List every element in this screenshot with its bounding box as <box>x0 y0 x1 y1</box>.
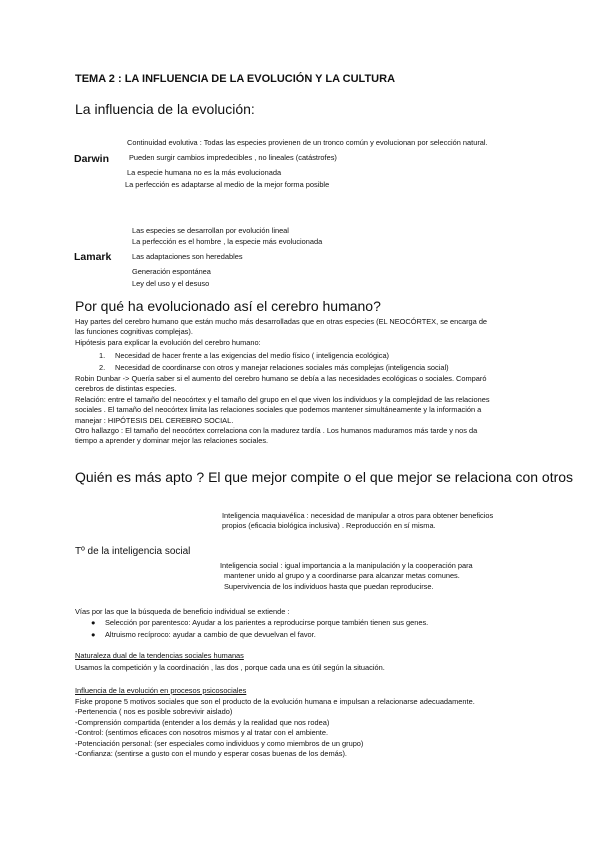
darwin-item: La perfección es adaptarse al medio de la mejor forma posible <box>125 180 330 189</box>
text-line: Inteligencia social : igual importancia a la manipulación y la cooperación para <box>220 561 473 570</box>
darwin-item: La especie humana no es la más evolucionada <box>127 168 282 177</box>
text-line: -Control: (sentirnos eficaces con nosotros mismos y al tratar con el ambiente. <box>75 728 329 738</box>
text-line: manejar : HIPÓTESIS DEL CEREBRO SOCIAL. <box>75 415 234 425</box>
darwin-label: Darwin <box>74 153 110 165</box>
text-line: -Pertenencia ( nos es posible sobrevivir aislado) <box>75 707 233 717</box>
text-line: -Comprensión compartida (entender a los demás y la realidad que nos rodea) <box>75 717 330 727</box>
section-heading-apto: Quién es más apto ? El que mejor compite o el que mejor se relaciona con otros <box>75 469 574 485</box>
text-line: mantener unido al grupo y a coordinarse para alcanzar metas comunes. <box>224 571 460 581</box>
paragraph-neocortex <box>75 317 487 348</box>
lamark-item: Las especies se desarrollan por evolución lineal <box>132 226 289 235</box>
text-line: Inteligencia maquiavélica : necesidad de manipular a otros para obtener beneficios <box>222 511 494 520</box>
list-item: 2. Necesidad de coordinarse con otros y manejar relaciones sociales más complejas (inteligencia social) <box>99 363 449 372</box>
paragraph-fiske <box>75 697 475 759</box>
paragraph-dunbar <box>75 374 490 447</box>
naturaleza-text: Usamos la competición y la coordinación , las dos , porque cada una es útil según la situación. <box>75 663 385 672</box>
lamark-item: Generación espontánea <box>132 267 211 276</box>
text-line: Otro hallazgo : El tamaño del neocórtex correlaciona con la madurez tardía . Los humanos maduramos más tarde y nos da <box>75 426 478 436</box>
text-line: Robin Dunbar -> Quería saber si el aumento del cerebro humano se debía a las necesidades ecológicas o sociales. Comparó <box>75 374 487 383</box>
section-heading-cerebro: Por qué ha evolucionado así el cerebro humano? <box>75 298 381 314</box>
list-item: ● Altruismo recíproco: ayudar a cambio de que devuelvan el favor. <box>91 630 316 639</box>
text-line: tiempo a aprender y dominar mejor las relaciones sociales. <box>75 436 269 446</box>
list-item: ● Selección por parentesco: Ayudar a los parientes a reproducirse porque también tienen sus genes. <box>91 618 429 627</box>
section-heading-evolucion: La influencia de la evolución: <box>75 101 255 117</box>
text-line: las funciones cognitivas complejas). <box>75 327 193 337</box>
text-line: Supervivencia de los individuos hasta que puedan reproducirse. <box>224 581 434 591</box>
page-title: TEMA 2 : LA INFLUENCIA DE LA EVOLUCIÓN Y LA CULTURA <box>75 73 396 85</box>
lamark-label: Lamark <box>74 251 112 263</box>
darwin-item: Pueden surgir cambios impredecibles , no lineales (catástrofes) <box>129 153 337 162</box>
text-line: Relación: entre el tamaño del neocórtex y el tamaño del grupo en el que viven los individuos y la complejidad de las relaciones <box>75 394 490 404</box>
vias-intro: Vías por las que la búsqueda de beneficio individual se extiende : <box>75 607 290 616</box>
teoria-heading: Tº de la inteligencia social <box>75 546 191 557</box>
text-line: -Confianza: (sentirse a gusto con el mundo y esperar cosas buenas de los demás). <box>75 749 347 759</box>
influencia-heading: Influencia de la evolución en procesos psicosociales <box>75 686 247 695</box>
list-item: 1. Necesidad de hacer frente a las exigencias del medio físico ( inteligencia ecológica) <box>99 351 390 360</box>
lamark-item: La perfección es el hombre , la especie más evolucionada <box>132 237 323 246</box>
text-line: cerebros de distintas especies. <box>75 384 177 394</box>
text-line: -Potenciación personal: (ser especiales como individuos y como miembros de un grupo) <box>75 738 364 748</box>
text-line: sociales . El tamaño del neocórtex limita las relaciones sociales que podemos mantener simultáneamente y la información a <box>75 405 482 415</box>
text-line: Hay partes del cerebro humano que están mucho más desarrolladas que en otras especies (EL NEOCÓRTEX, se encarga de <box>75 317 488 326</box>
paragraph-maquiavelica <box>222 511 493 532</box>
paragraph-social <box>220 561 473 592</box>
lamark-item: Las adaptaciones son heredables <box>132 252 243 261</box>
naturaleza-heading: Naturaleza dual de la tendencias sociales humanas <box>75 651 244 660</box>
lamark-item: Ley del uso y el desuso <box>132 279 210 288</box>
text-line: propios (eficacia biológica inclusiva) . Reproducción en sí misma. <box>222 521 436 531</box>
text-line: Fiske propone 5 motivos sociales que son el producto de la evolución humana e impulsan a relacionarse adecuadamente. <box>75 697 475 706</box>
text-line: Hipótesis para explicar la evolución del cerebro humano: <box>75 337 261 347</box>
darwin-item: Continuidad evolutiva : Todas las especies provienen de un tronco común y evolucionan por selección natural. <box>127 138 488 147</box>
